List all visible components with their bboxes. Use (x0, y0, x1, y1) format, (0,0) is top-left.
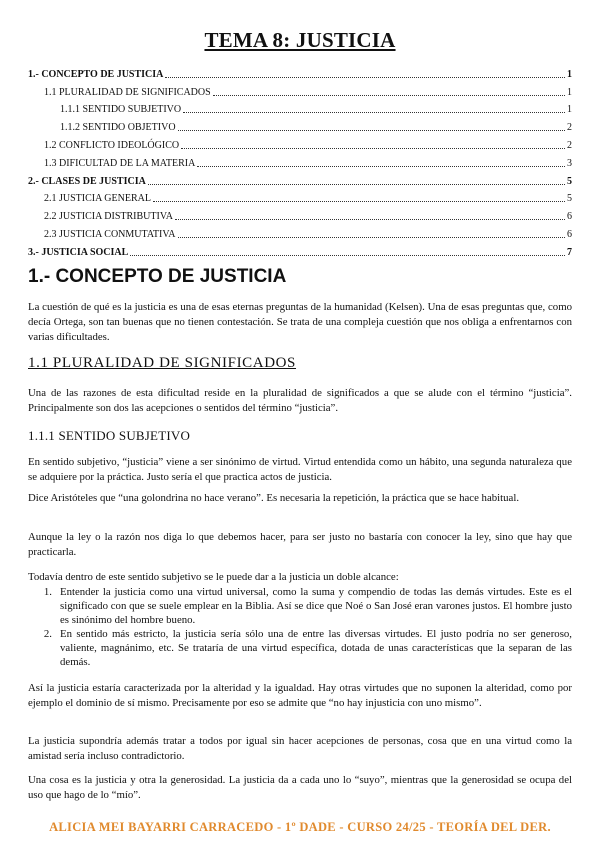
paragraph-subjetivo-5: Así la justicia estaría caracterizada por la alteridad y la igualdad. Hay otras virtudes que no suponen la alteridad, como por ejemplo el dominio de sí mismo. Precisamente por eso se admite que “no hay injusticia con uno mismo”. (28, 682, 572, 709)
toc-entry-label: 3.- JUSTICIA SOCIAL (28, 246, 129, 258)
list-item (28, 585, 572, 627)
toc-entry-page: 2 (567, 139, 572, 151)
toc-entry-page: 2 (567, 122, 572, 134)
toc-leader-dots (197, 166, 565, 167)
toc-entry[interactable] (28, 241, 572, 259)
paragraph-pluralidad: Una de las razones de esta dificultad reside en la pluralidad de significados a que se alude con el término “justicia”. Principalmente son dos las acepciones o sentidos del término “justicia”. (28, 387, 572, 414)
toc-entry-page: 1 (567, 68, 572, 80)
table-of-contents (28, 63, 572, 259)
toc-entry-label: 2.- CLASES DE JUSTICIA (28, 175, 146, 187)
toc-entry[interactable] (28, 170, 572, 188)
toc-entry-page: 7 (567, 246, 572, 258)
section-heading-1: 1.- CONCEPTO DE JUSTICIA (28, 266, 287, 287)
toc-entry-label: 1.3 DIFICULTAD DE LA MATERIA (44, 157, 196, 169)
toc-entry-page: 1 (567, 86, 572, 98)
document-title: TEMA 8: JUSTICIA (204, 28, 396, 52)
toc-entry-page: 6 (567, 211, 572, 223)
footer-author: ALICIA MEI BAYARRI CARRACEDO - 1º DADE - CURSO 24/25 - TEORÍA DEL DER. (49, 820, 551, 834)
toc-leader-dots (181, 148, 565, 149)
section-heading-1-1: 1.1 PLURALIDAD DE SIGNIFICADOS (28, 355, 297, 371)
paragraph-subjetivo-2: Dice Aristóteles que “una golondrina no hace verano”. Es necesaria la repetición, la práctica que se hace habitual. (28, 492, 520, 504)
toc-entry-label: 1.1 PLURALIDAD DE SIGNIFICADOS (44, 86, 211, 98)
toc-entry-label: 2.2 JUSTICIA DISTRIBUTIVA (44, 211, 173, 223)
toc-entry-label: 1.1.1 SENTIDO SUBJETIVO (60, 104, 182, 116)
toc-entry[interactable] (28, 134, 572, 152)
paragraph-subjetivo-3: Aunque la ley o la razón nos diga lo que debemos hacer, para ser justo no bastaría con conocer la ley, sino que hay que practicarla. (28, 531, 572, 558)
list-item-text: Entender la justicia como una virtud universal, como la suma y compendio de todas las demás virtudes. Este es el significado con que se suele emplear en la Biblia. Así se dice que Noé o San José eran varones justos. El hombre justo es sinónimo del hombre bueno. (60, 586, 572, 626)
list-item (28, 627, 572, 669)
list-item-number: 1. (43, 586, 52, 598)
toc-entry-page: 1 (567, 104, 572, 116)
toc-entry[interactable] (28, 116, 572, 134)
toc-entry-page: 5 (567, 193, 572, 205)
toc-entry-label: 1.2 CONFLICTO IDEOLÓGICO (44, 139, 180, 151)
toc-entry[interactable] (28, 188, 572, 206)
section-heading-1-1-1: 1.1.1 SENTIDO SUBJETIVO (28, 428, 191, 443)
toc-entry-page: 3 (567, 157, 572, 169)
toc-leader-dots (175, 219, 565, 220)
toc-entry[interactable] (28, 152, 572, 170)
paragraph-subjetivo-6: La justicia supondría además tratar a todos por igual sin hacer acepciones de personas, cosa que en una virtud como la amistad sería incluso contradictorio. (28, 735, 572, 762)
toc-entry-label: 1.1.2 SENTIDO OBJETIVO (60, 122, 176, 134)
toc-leader-dots (213, 95, 565, 96)
toc-entry-page: 5 (567, 175, 572, 187)
toc-entry[interactable] (28, 205, 572, 223)
toc-entry-label: 2.3 JUSTICIA CONMUTATIVA (44, 228, 176, 240)
list-item-text: En sentido más estricto, la justicia sería sólo una de entre las diversas virtudes. El justo podría no ser generoso, valiente, magnánimo, etc. Se trataría de una virtud específica, dotada de unas características que la separan de las demás. (60, 628, 572, 668)
toc-entry[interactable] (28, 63, 572, 81)
toc-leader-dots (148, 184, 565, 185)
toc-entry[interactable] (28, 223, 572, 241)
paragraph-subjetivo-4: Todavía dentro de este sentido subjetivo se le puede dar a la justicia un doble alcance: (28, 571, 399, 583)
paragraph-subjetivo-7: Una cosa es la justicia y otra la generosidad. La justicia da a cada uno lo “suyo”, mientras que la generosidad se ocupa del uso que hago de lo “mío”. (28, 774, 572, 801)
toc-entry[interactable] (28, 81, 572, 99)
toc-entry-label: 1.- CONCEPTO DE JUSTICIA (28, 68, 164, 80)
toc-entry-label: 2.1 JUSTICIA GENERAL (44, 193, 151, 205)
toc-leader-dots (178, 130, 565, 131)
list-item-number: 2. (43, 628, 52, 640)
paragraph-subjetivo-1: En sentido subjetivo, “justicia” viene a ser sinónimo de virtud. Virtud entendida como un hábito, una segunda naturaleza que se adquiere por la práctica. Justo sería el que practica actos de justicia. (28, 456, 572, 483)
paragraph-intro: La cuestión de qué es la justicia es una de esas eternas preguntas de la humanidad (Kelsen). Una de esas preguntas que, como decía Ortega, son tan buenas que no tienen contestación. Se trata de una compleja cuestión que nos obliga a enfrentarnos con varias dificultades. (28, 301, 572, 343)
toc-leader-dots (153, 201, 565, 202)
toc-leader-dots (183, 112, 565, 113)
toc-entry-page: 6 (567, 228, 572, 240)
toc-leader-dots (130, 255, 565, 256)
toc-leader-dots (165, 77, 565, 78)
numbered-list (28, 585, 572, 669)
toc-entry[interactable] (28, 99, 572, 117)
toc-leader-dots (178, 237, 565, 238)
